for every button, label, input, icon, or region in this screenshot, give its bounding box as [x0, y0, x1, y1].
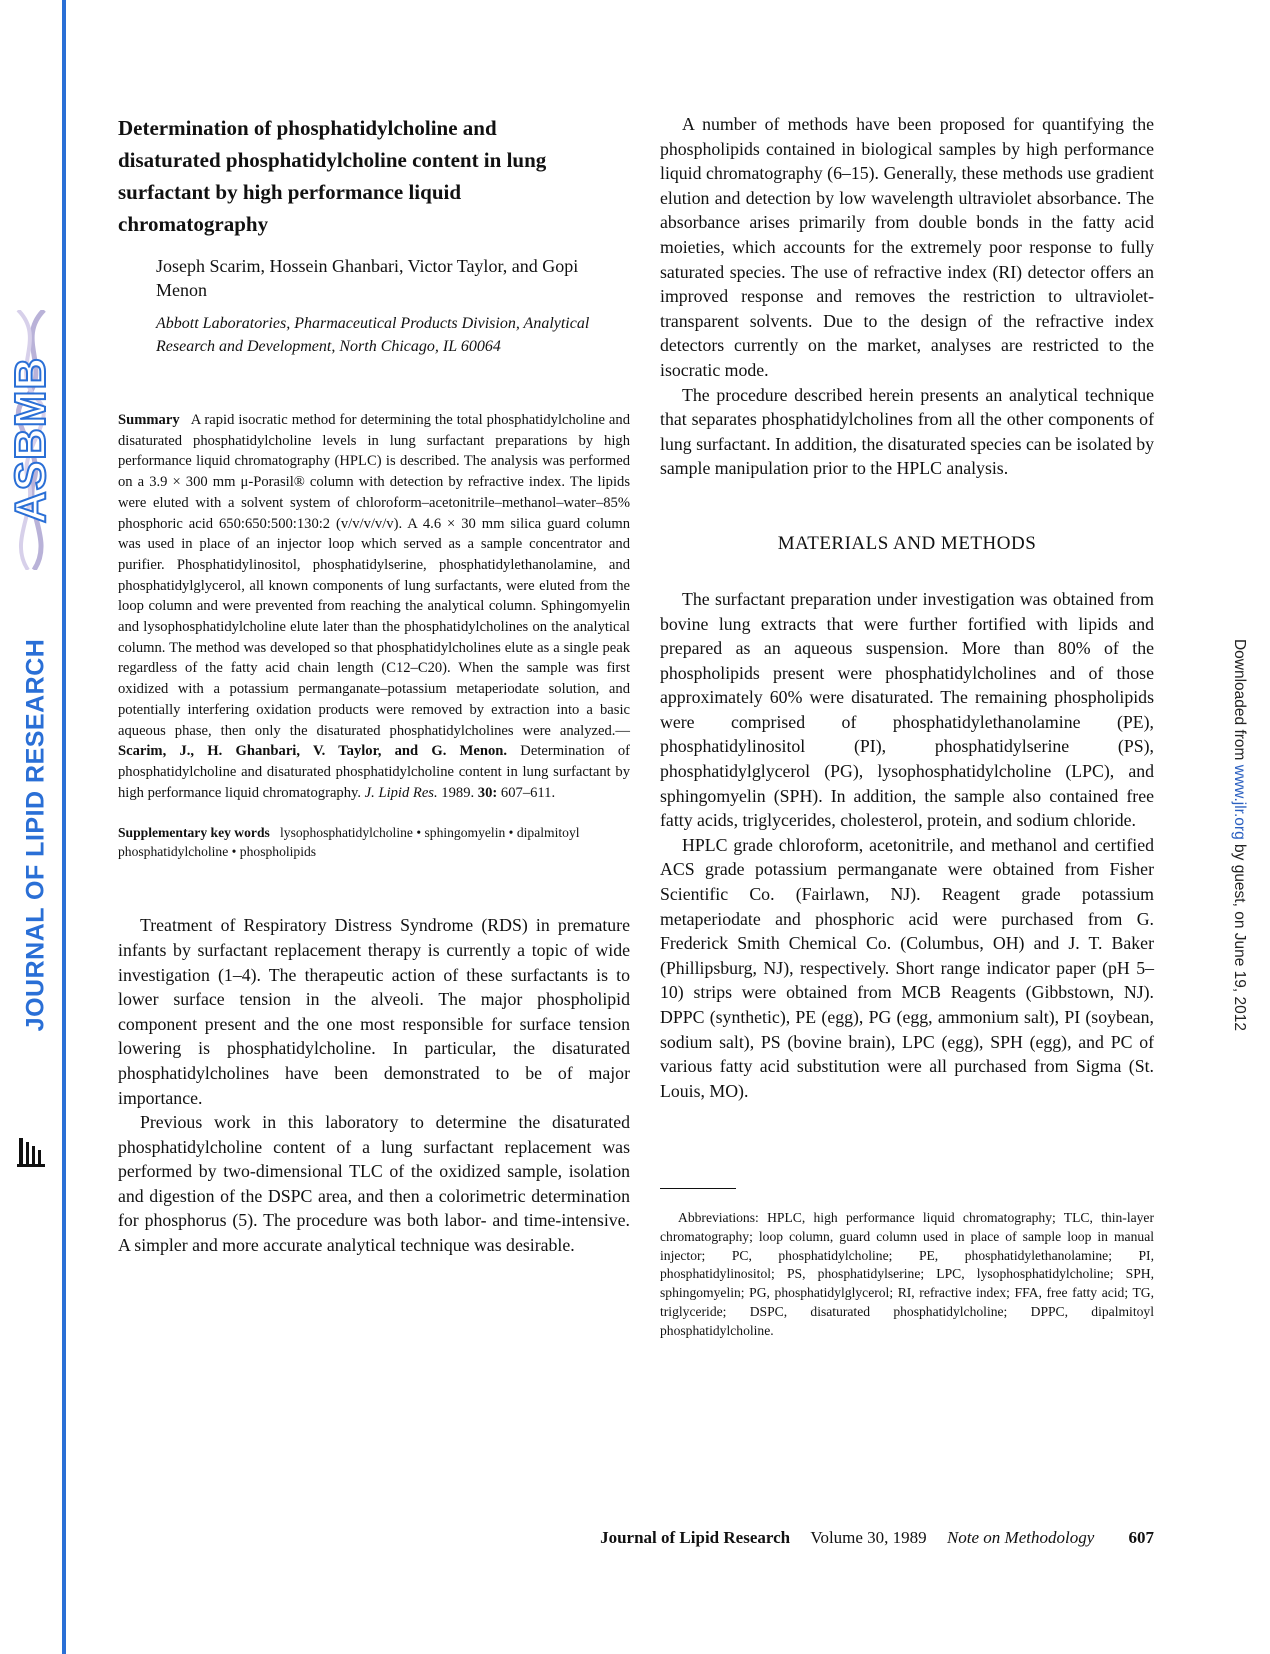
body-paragraph: HPLC grade chloroform, acetonitrile, and methanol and certified ACS grade potassium permanganate were obtained from Fisher Scientific Co. (Fairlawn, NJ). Reagent grade potassium metaperiodate and phosphoric acid were purchased from G. Frederick Smith Chemical Co. (Columbus, OH) and J. T. Baker (Phillipsburg, NJ), respectively. Short range indicator paper (pH 5–10) strips were obtained from MCB Reagents (Gibbstown, NJ). DPPC (synthetic), PE (egg), PG (egg, ammonium salt), PI (soybean, sodium salt), PS (bovine brain), LPC (egg), SPH (egg), and PC of various fatty acid substitution were all purchased from Sigma (St. Louis, MO).	[660, 834, 1154, 1101]
footnote-divider	[660, 1188, 736, 1189]
asbmb-logo-text: ASBMB	[6, 356, 55, 524]
body-paragraph: The surfactant preparation under investigation was obtained from bovine lung extracts that were further fortified with lipids and prepared as an aqueous suspension. More than 80% of the phospholipids present were phosphatidylcholines and of those approximately 60% were disaturated. The remaining phospholipids were comprised of phosphatidylethanolamine (PE), phosphatidylinositol (PI), phosphatidylserine (PS), phosphatidylglycerol (PG), lysophosphatidylcholine (LPC), and sphingomyelin (SPH). In addition, the sample also contained free fatty acids, triglycerides, cholesterol, protein, and sodium chloride.	[660, 588, 1154, 831]
summary-block	[118, 410, 630, 803]
body-paragraph: The procedure described herein presents an analytical technique that separates phosphatidylcholines from all the other components of lung surfactant. In addition, the disaturated species can be isolated by sample manipulation prior to the HPLC analysis.	[660, 384, 1154, 479]
summary-cite-journal: J. Lipid Res.	[364, 784, 438, 801]
summary-cite-year: 1989.	[441, 784, 475, 801]
left-column	[118, 112, 630, 1258]
jlr-logo-icon	[17, 1136, 47, 1170]
download-note	[1230, 639, 1248, 1031]
right-column	[660, 112, 1154, 1340]
article-authors: Joseph Scarim, Hossein Ghanbari, Victor Taylor, and Gopi Menon	[156, 256, 579, 300]
footer-volume: Volume 30, 1989	[810, 1528, 927, 1547]
journal-vertical-label: JOURNAL OF LIPID RESEARCH	[21, 638, 50, 1032]
keywords-label: Supplementary key words	[118, 825, 270, 841]
blue-margin-bar	[62, 0, 66, 1654]
article-affiliation: Abbott Laboratories, Pharmaceutical Products Division, Analytical Research and Development, North Chicago, IL 60064	[156, 315, 590, 355]
abbreviations-footnote: Abbreviations: HPLC, high performance liquid chromatography; TLC, thin-layer chromatography; loop column, guard column used in place of sample loop in manual injector; PC, phosphatidylcholine; PE, phosphatidylethanolamine; PI, phosphatidylinositol; PS, phosphatidylserine; LPC, lysophosphatidylcholine; SPH, sphingomyelin; PG, phosphatidylglycerol; RI, refractive index; FFA, free fatty acid; TG, triglyceride; DSPC, disaturated phosphatidylcholine; DPPC, dipalmitoyl phosphatidylcholine.	[660, 1210, 1154, 1338]
keywords-text: lysophosphatidylcholine • sphingomyelin • dipalmitoyl phosphatidylcholine • phospholipids	[118, 825, 580, 860]
footer-journal: Journal of Lipid Research	[600, 1528, 791, 1547]
download-note-prefix: Downloaded from	[1231, 638, 1248, 761]
summary-cite-text: Determination of phosphatidylcholine and disaturated phosphatidylcholine content in lung surfactant by high performance liquid chromatography.	[118, 743, 630, 801]
download-site-link[interactable]: www.jlr.org	[1231, 764, 1248, 840]
body-paragraph: Treatment of Respiratory Distress Syndrome (RDS) in premature infants by surfactant replacement therapy is currently a topic of wide investigation (1–4). The therapeutic action of these surfactants is to lower surface tension in the alveoli. The major phospholipid component present and the one most responsible for surface tension lowering is phosphatidylcholine. In particular, the disaturated phosphatidylcholines have been demonstrated to be of major importance.	[118, 915, 630, 1108]
summary-cite-volume: 30:	[477, 784, 498, 801]
download-note-suffix: by guest, on June 19, 2012	[1231, 844, 1248, 1032]
left-body-text	[118, 913, 630, 1257]
summary-label: Summary	[118, 412, 180, 428]
asbmb-logo	[4, 310, 58, 570]
footer-page-number: 607	[1128, 1528, 1154, 1547]
right-methods-text	[660, 587, 1154, 1103]
summary-cite-pages: 607–611.	[500, 784, 556, 801]
article-title: Determination of phosphatidylcholine and disaturated phosphatidylcholine content in lung surfactant by high performance liquid chromatography	[118, 116, 547, 236]
right-intro-text	[660, 112, 1154, 481]
body-paragraph: Previous work in this laboratory to determine the disaturated phosphatidylcholine content of a lung surfactant replacement was performed by two-dimensional TLC of the oxidized sample, isolation and digestion of the DSPC area, and then a colorimetric determination for phosphorus (5). The procedure was both labor- and time-intensive. A simpler and more accurate analytical technique was desirable.	[118, 1112, 630, 1256]
page-footer	[600, 1528, 1154, 1548]
keywords-block	[118, 823, 630, 861]
footer-note: Note on Methodology	[946, 1528, 1095, 1547]
section-heading-methods: MATERIALS AND METHODS	[777, 532, 1037, 554]
summary-text: A rapid isocratic method for determining the total phosphatidylcholine and disaturated phosphatidylcholine levels in lung surfactant preparations by high performance liquid chromatography (HPLC) is described. The analysis was performed on a 3.9 × 300 mm μ-Porasil® column with detection by refractive index. The lipids were eluted with a solvent system of chloroform–acetonitrile–methanol–water–85% phosphoric acid 650:650:500:130:2 (v/v/v/v/v). A 4.6 × 30 mm silica guard column was used in place of an injector loop which served as a sample concentrator and purifier. Phosphatidylinositol, phosphatidylserine, phosphatidylethanolamine, and phosphatidylglycerol, all known components of lung surfactants, were eluted from the loop column and were prevented from reaching the analytical column. Sphingomyelin and lysophosphatidylcholine elute later than the phosphatidylcholines on the analytical column. The method was developed so that phosphatidylcholines elute as a single peak regardless of the fatty acid chain length (C12–C20). When the sample was first oxidized with a potassium permanganate–potassium metaperiodate solution, and potentially interfering oxidation products were removed by extraction into a basic aqueous phase, then only the disaturated phosphatidylcholines were analyzed.—	[118, 412, 630, 739]
body-paragraph: A number of methods have been proposed for quantifying the phospholipids contained in biological samples by high performance liquid chromatography (6–15). Generally, these methods use gradient elution and detection by low wavelength ultraviolet absorbance. The absorbance arises primarily from double bonds in the fatty acid moieties, which accounts for the extremely poor response to fully saturated species. The use of refractive index (RI) detector offers an improved response and removes the restriction to ultraviolet-transparent solvents. Due to the design of the refractive index detectors currently on the market, analyses are restricted to the isocratic mode.	[660, 114, 1154, 380]
left-margin-branding	[0, 0, 62, 1654]
summary-cite-authors: Scarim, J., H. Ghanbari, V. Taylor, and G. Menon.	[118, 743, 508, 760]
